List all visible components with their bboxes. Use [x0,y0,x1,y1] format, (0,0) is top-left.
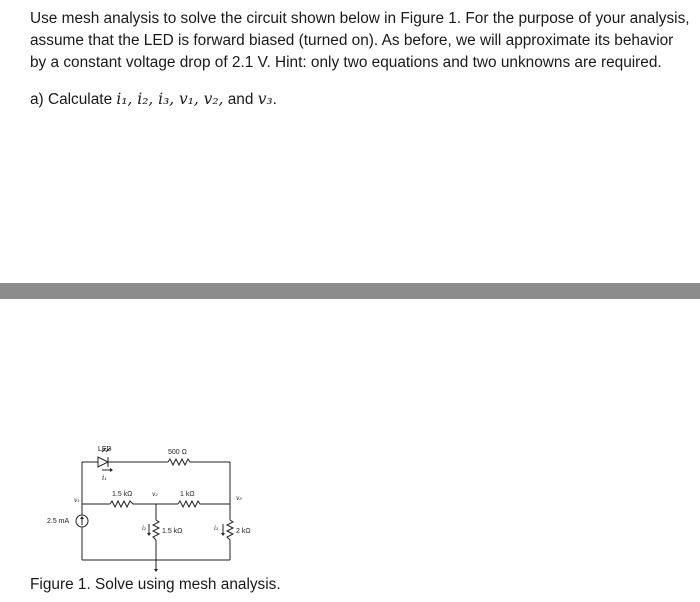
i1-arrow [102,468,113,472]
divider-bar [0,283,700,299]
v3-label: v₃ [236,495,242,502]
problem-line-3: by a constant voltage drop of 2.1 V. Hint: only two equations and two unknowns are required. [30,54,662,71]
source-label: 2.5 mA [47,518,70,525]
problem-statement [30,8,690,74]
bottom-arrow [154,560,158,572]
r-left-label: 1.5 kΩ [112,491,133,498]
i2-arrow [147,524,151,536]
resistor-500 [168,459,192,465]
i3-arrow [221,524,225,536]
i1-label: i₁ [102,474,108,482]
current-source [76,515,88,527]
problem-line-1: Use mesh analysis to solve the circuit shown below in Figure 1. For the purpose of your analysis, [30,10,690,27]
r-mid-label: 1.5 kΩ [162,528,183,535]
led-label: LED [98,446,112,453]
part-a-and: and [223,91,258,108]
resistor-1k [178,501,202,507]
problem-line-2: assume that the LED is forward biased (turned on). As before, we will approximate its behavior [30,32,674,49]
i3-label: i₃ [214,525,219,532]
v1-label: v₁ [74,497,80,504]
part-a-last: v₃ [257,90,273,108]
part-a [30,88,277,111]
resistor-1-5k-vertical [153,520,159,540]
i2-label: i₂ [142,525,147,532]
r-top-label: 500 Ω [168,449,187,456]
r-right-label: 1 kΩ [180,491,195,498]
circuit-diagram [40,440,280,580]
part-a-unknowns: i₁, i₂, i₃, v₁, v₂, [116,90,224,108]
v2-label: v₂ [152,491,158,498]
resistor-2k [227,520,233,540]
resistor-1-5k-horizontal [110,501,136,507]
figure-caption: Figure 1. Solve using mesh analysis. [30,576,281,593]
r-far-label: 2 kΩ [236,528,251,535]
part-a-end: . [272,91,277,108]
part-a-prefix: a) Calculate [30,91,117,108]
